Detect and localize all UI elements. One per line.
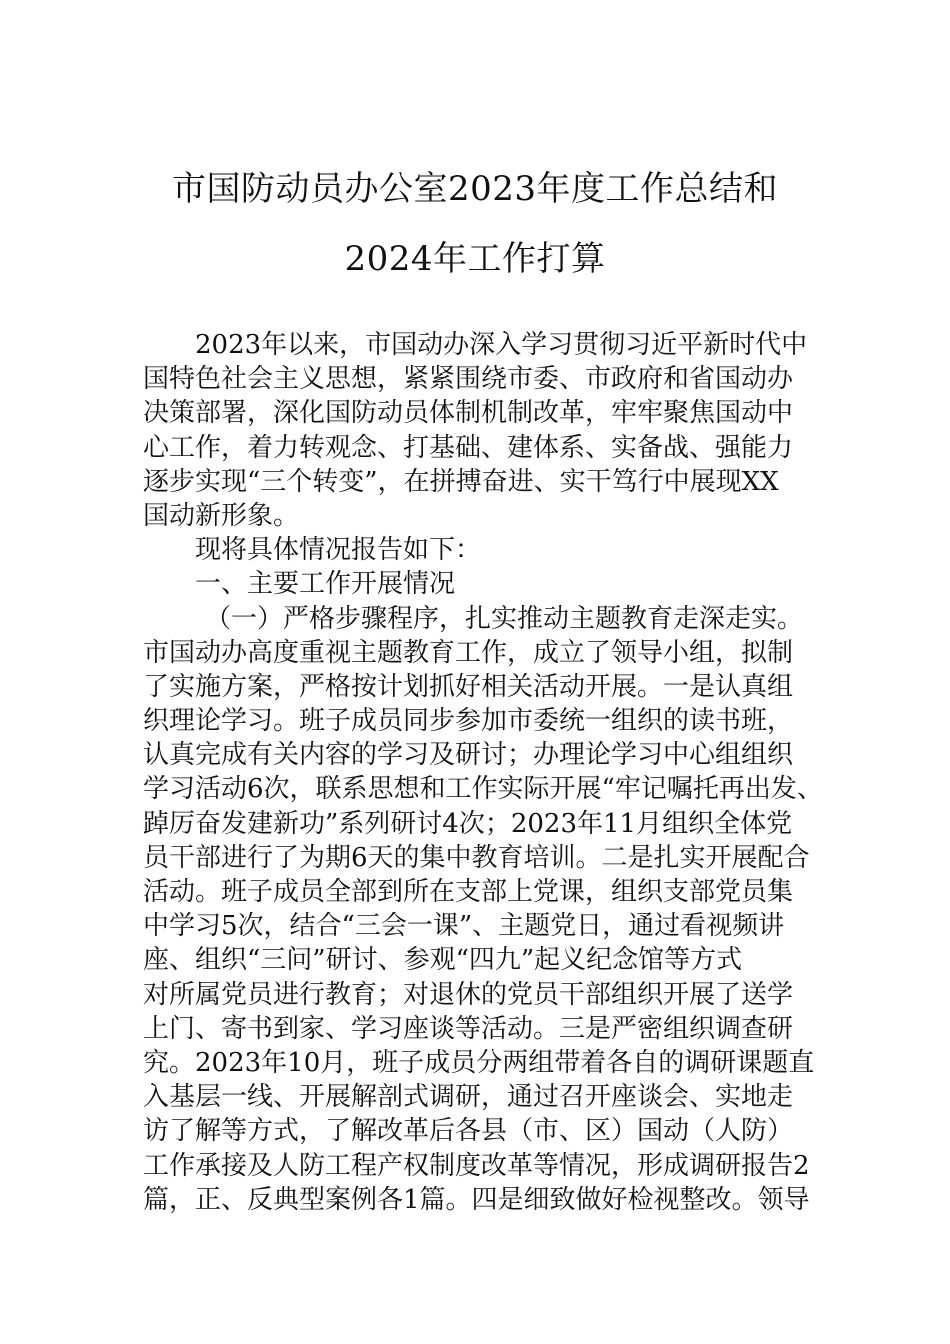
body-line: 员干部进行了为期6天的集中教育培训。二是扎实开展配合 — [143, 842, 810, 873]
body-line: 中学习5次，结合“三会一课”、主题党日，通过看视频讲 — [143, 911, 785, 942]
body-line: 上门、寄书到家、学习座谈等活动。三是严密组织调查研 — [143, 1013, 794, 1044]
body-line: 踔厉奋发建新功”系列研讨4次；2023年11月组织全体党 — [143, 808, 793, 839]
body-line: 心工作，着力转观念、打基础、建体系、实备战、强能力 — [143, 432, 794, 463]
document-body — [143, 328, 823, 1217]
subsection-heading: （一）严格步骤程序，扎实推动主题教育走深走实。 — [205, 603, 804, 634]
body-line: 市国动办高度重视主题教育工作，成立了领导小组，拟制 — [143, 637, 794, 668]
body-line: 2023年以来，市国动办深入学习贯彻习近平新时代中 — [195, 330, 808, 360]
body-line: 现将具体情况报告如下： — [195, 535, 482, 566]
body-line: 座、组织“三问”研讨、参观“四九”起义纪念馆等方式 — [143, 945, 743, 976]
body-line: 访了解等方式，了解改革后各县（市、区）国动（人防） — [143, 1116, 794, 1147]
body-line: 国特色社会主义思想，紧紧围绕市委、市政府和省国动办 — [143, 364, 794, 395]
body-line: 篇，正、反典型案例各1篇。四是细致做好检视整改。领导 — [143, 1184, 810, 1215]
body-line: 认真完成有关内容的学习及研讨；办理论学习中心组组织 — [143, 740, 794, 771]
document-title-line-2: 2024年工作打算 — [344, 239, 606, 279]
body-line: 逐步实现“三个转变”，在拼搏奋进、实干笃行中展现XX — [143, 466, 779, 497]
body-line: 活动。班子成员全部到所在支部上党课，组织支部党员集 — [143, 877, 794, 907]
body-line: 工作承接及人防工程产权制度改革等情况，形成调研报告2 — [143, 1150, 810, 1181]
section-heading: 一、主要工作开展情况 — [195, 569, 456, 600]
body-line: 究。2023年10月，班子成员分两组带着各自的调研课题直 — [143, 1047, 815, 1078]
body-line: 入基层一线、开展解剖式调研，通过召开座谈会、实地走 — [143, 1082, 794, 1113]
body-line: 国动新形象。 — [143, 500, 300, 531]
document-title-line-1: 市国防动员办公室2023年度工作总结和 — [171, 169, 779, 209]
body-line: 了实施方案，严格按计划抓好相关活动开展。一是认真组 — [143, 671, 794, 702]
body-line: 学习活动6次，联系思想和工作实际开展“牢记嘱托再出发、 — [143, 774, 823, 805]
body-line: 决策部署，深化国防动员体制机制改革，牢牢聚焦国动中 — [143, 398, 794, 429]
body-line: 织理论学习。班子成员同步参加市委统一组织的读书班， — [143, 706, 794, 737]
body-line: 对所属党员进行教育；对退休的党员干部组织开展了送学 — [143, 979, 794, 1010]
